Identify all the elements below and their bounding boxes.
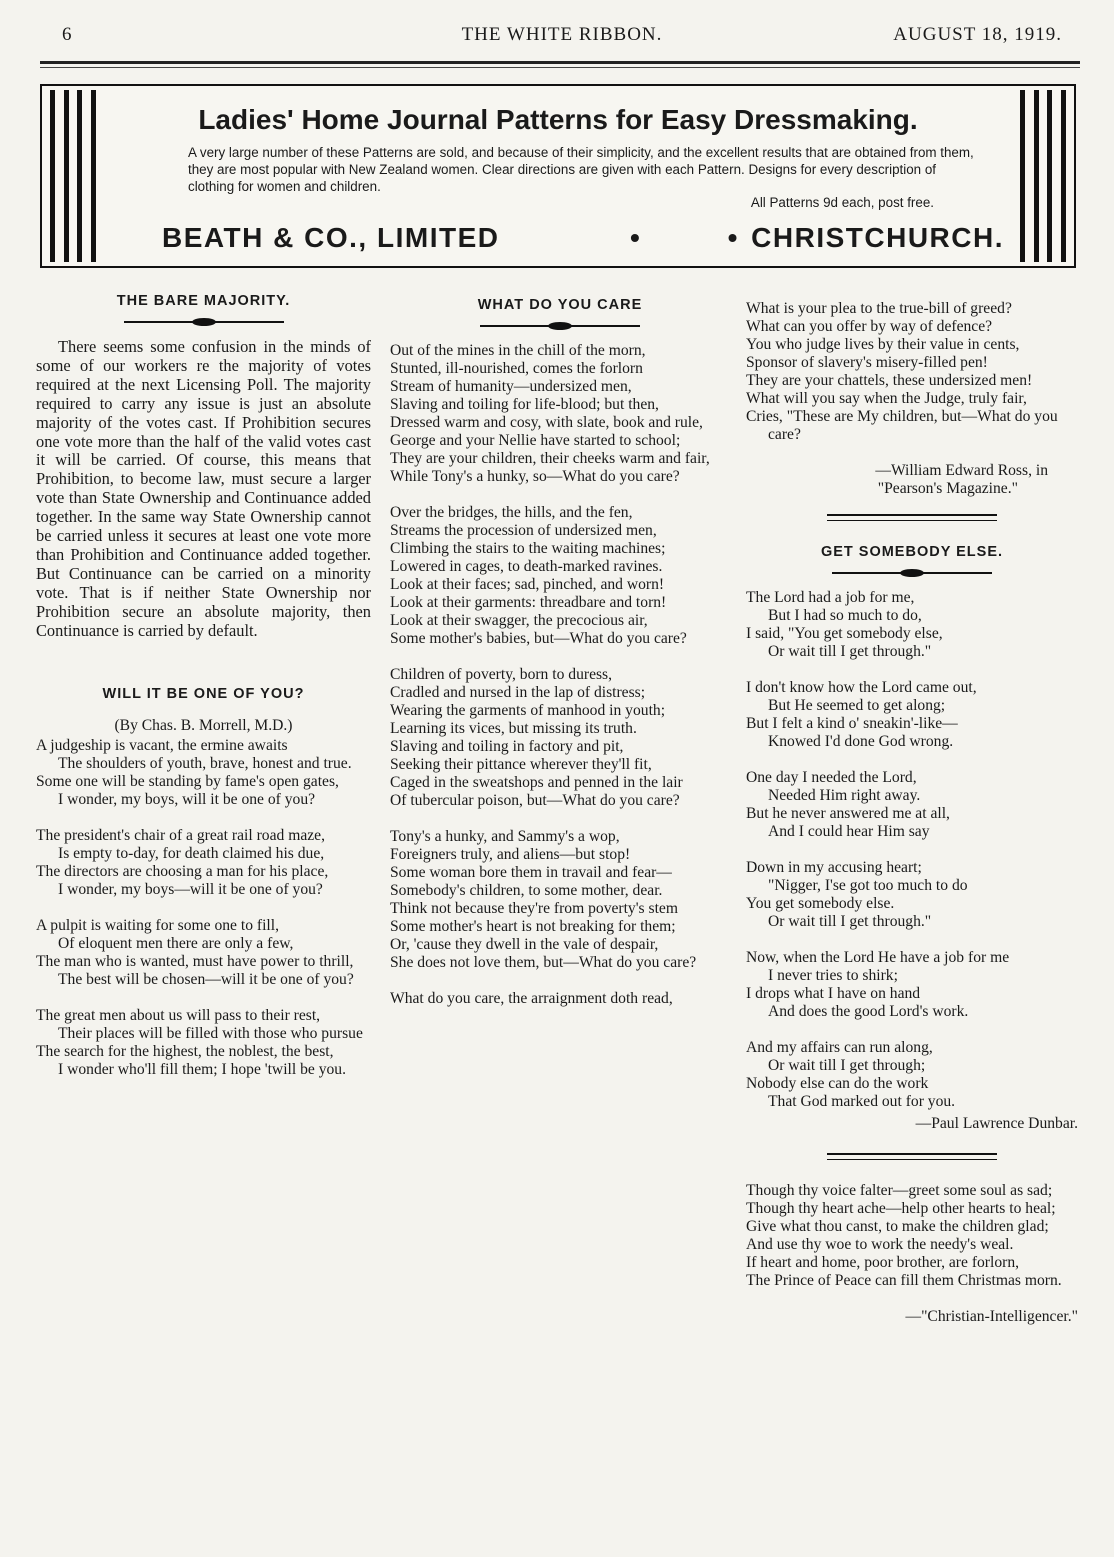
poem-line: "Nigger, I'se got too much to do xyxy=(768,877,968,894)
poem-line: The man who is wanted, must have power to thrill, xyxy=(36,952,354,970)
poem-line: But I felt a kind o' sneakin'-like— xyxy=(746,715,958,732)
poem-line: The Prince of Peace can fill them Christmas morn. xyxy=(746,1272,1062,1289)
issue-date: AUGUST 18, 1919. xyxy=(893,24,1062,45)
poem-stanza xyxy=(36,917,371,989)
poem-line: Down in my accusing heart; xyxy=(746,859,922,876)
article-heading: THE BARE MAJORITY. xyxy=(116,293,291,309)
poem-heading: WHAT DO YOU CARE xyxy=(477,297,643,313)
poem-line: Sponsor of slavery's misery-filled pen! xyxy=(746,354,988,371)
poem-line: I wonder who'll fill them; I hope 'twill be you. xyxy=(58,1060,346,1078)
header-rule-thin xyxy=(40,67,1080,68)
poem-stanza xyxy=(746,949,1078,1021)
poem-line: Cries, "These are My children, but—What do you care? xyxy=(746,408,1058,443)
poem-heading: GET SOMEBODY ELSE. xyxy=(820,544,1004,560)
poem-line: While Tony's a hunky, so—What do you care? xyxy=(390,468,680,485)
poem-stanza xyxy=(390,990,730,1008)
poem-line: George and your Nellie have started to school; xyxy=(390,432,681,449)
poem-line: Climbing the stairs to the waiting machines; xyxy=(390,540,666,557)
poem-line: Give what thou canst, to make the children glad; xyxy=(746,1218,1049,1235)
poem-line: The best will be chosen—will it be one of you? xyxy=(58,970,354,988)
ornament-rule xyxy=(480,322,640,330)
poem-line: Lowered in cages, to death-marked ravines. xyxy=(390,558,663,575)
poem-stanza xyxy=(746,1039,1078,1111)
poem-line: Stream of humanity—undersized men, xyxy=(390,378,632,395)
poem-line: Look at their faces; sad, pinched, and worn! xyxy=(390,576,665,593)
poem-line: Or, 'cause they dwell in the vale of despair, xyxy=(390,936,659,953)
poem-line: A pulpit is waiting for some one to fill, xyxy=(36,916,279,934)
poem-line: What can you offer by way of defence? xyxy=(746,318,993,335)
poem-line: If heart and home, poor brother, are forlorn, xyxy=(746,1254,1020,1271)
poem-stanza xyxy=(390,666,730,810)
poem-line: Wearing the garments of manhood in youth; xyxy=(390,702,666,719)
poem-line: Knowed I'd done God wrong. xyxy=(768,733,954,750)
poem-line: And use thy woe to work the needy's weal. xyxy=(746,1236,1014,1253)
poem-line: Caged in the sweatshops and penned in the lair xyxy=(390,774,683,791)
poem-line: Look at their garments: threadbare and torn! xyxy=(390,594,667,611)
poem-line: What will you say when the Judge, truly fair, xyxy=(746,390,1027,407)
poem-line: The directors are choosing a man for his place, xyxy=(36,862,329,880)
poem-stanza xyxy=(36,1007,371,1079)
poem-line: Or wait till I get through." xyxy=(768,913,932,930)
poem-line: What do you care, the arraignment doth read, xyxy=(390,990,673,1007)
double-rule xyxy=(827,1153,997,1160)
poem-line: And I could hear Him say xyxy=(768,823,930,840)
page-number: 6 xyxy=(62,24,72,45)
attribution: —"Christian-Intelligencer." xyxy=(905,1308,1078,1325)
poem-stanza xyxy=(36,827,371,899)
poem-line: Some mother's heart is not breaking for them; xyxy=(390,918,676,935)
advertisement-box xyxy=(40,84,1076,268)
page-header xyxy=(62,24,1062,54)
poem-line: Streams the procession of undersized men, xyxy=(390,522,657,539)
poem-christmas xyxy=(746,1182,1078,1290)
poem-line: The great men about us will pass to their rest, xyxy=(36,1006,321,1024)
poem-stanza xyxy=(746,589,1078,661)
poem-line: Dressed warm and cosy, with slate, book and rule, xyxy=(390,414,703,431)
poem-line: The search for the highest, the noblest, the best, xyxy=(36,1042,334,1060)
poem-continuation xyxy=(746,300,1078,444)
poem-line: Slaving and toiling in factory and pit, xyxy=(390,738,624,755)
poem-line: Some one will be standing by fame's open gates, xyxy=(36,772,339,790)
poem-line: Nobody else can do the work xyxy=(746,1075,929,1092)
poem-line: The shoulders of youth, brave, honest and true. xyxy=(58,754,352,772)
poem-line: But he never answered me at all, xyxy=(746,805,950,822)
poem-line: Their places will be filled with those who pursue xyxy=(58,1024,363,1042)
poem-line: Out of the mines in the chill of the morn, xyxy=(390,342,646,359)
poem-will-it-be xyxy=(36,737,371,1079)
ad-body: A very large number of these Patterns are sold, and because of their simplicity, and the excellent results that are obtained from them, they are most popular with New Zealand women. Clear directions are given with each Pattern. Designs for every description of clothing for women and children. xyxy=(188,145,974,194)
poem-line: They are your children, their cheeks warm and fair, xyxy=(390,450,710,467)
ad-title: Ladies' Home Journal Patterns for Easy Dressmaking. xyxy=(198,104,918,135)
poem-stanza xyxy=(746,679,1078,751)
poem-line: The Lord had a job for me, xyxy=(746,589,915,606)
masthead: THE WHITE RIBBON. xyxy=(461,24,663,45)
column-2 xyxy=(390,296,730,1026)
poem-line: You get somebody else. xyxy=(746,895,895,912)
poem-line: Needed Him right away. xyxy=(768,787,921,804)
attribution: —Paul Lawrence Dunbar. xyxy=(915,1115,1078,1132)
poem-line: One day I needed the Lord, xyxy=(746,769,917,786)
poem-line: Seeking their pittance wherever they'll fit, xyxy=(390,756,652,773)
poem-line: I wonder, my boys, will it be one of you? xyxy=(58,790,316,808)
poem-stanza xyxy=(746,300,1078,444)
ad-firm: BEATH & CO., LIMITED xyxy=(162,222,500,253)
poem-line: Cradled and nursed in the lap of distress; xyxy=(390,684,646,701)
ornament-rule xyxy=(124,318,284,326)
poem-line: Some mother's babies, but—What do you care? xyxy=(390,630,687,647)
poem-byline: (By Chas. B. Morrell, M.D.) xyxy=(114,716,293,734)
poem-line: Some woman bore them in travail and fear— xyxy=(390,864,672,881)
poem-line: Or wait till I get through; xyxy=(768,1057,926,1074)
right-bar-ornament xyxy=(1020,90,1066,262)
poem-line: Look at their swagger, the precocious air, xyxy=(390,612,648,629)
left-bar-ornament xyxy=(50,90,96,262)
poem-line: That God marked out for you. xyxy=(768,1093,956,1110)
column-3 xyxy=(746,300,1078,1326)
poem-line: Though thy voice falter—greet some soul as sad; xyxy=(746,1182,1053,1199)
poem-line: I never tries to shirk; xyxy=(768,967,898,984)
poem-line: Over the bridges, the hills, and the fen, xyxy=(390,504,633,521)
poem-line: Though thy heart ache—help other hearts to heal; xyxy=(746,1200,1056,1217)
poem-line: I don't know how the Lord came out, xyxy=(746,679,977,696)
poem-line: Of tubercular poison, but—What do you care? xyxy=(390,792,680,809)
double-rule xyxy=(827,514,997,521)
poem-stanza xyxy=(390,828,730,972)
poem-line: The president's chair of a great rail road maze, xyxy=(36,826,325,844)
poem-line: What is your plea to the true-bill of greed? xyxy=(746,300,1012,317)
poem-line: Of eloquent men there are only a few, xyxy=(58,934,294,952)
poem-line: But I had so much to do, xyxy=(768,607,922,624)
poem-line: Slaving and toiling for life-blood; but then, xyxy=(390,396,659,413)
poem-stanza xyxy=(390,504,730,648)
poem-stanza xyxy=(746,1182,1078,1290)
poem-line: They are your chattels, these undersized men! xyxy=(746,372,1033,389)
attribution: "Pearson's Magazine." xyxy=(877,480,1018,497)
poem-line: But He seemed to get along; xyxy=(768,697,946,714)
poem-line: Learning its vices, but missing its truth. xyxy=(390,720,637,737)
ad-price-note: All Patterns 9d each, post free. xyxy=(750,195,934,210)
poem-line: I wonder, my boys—will it be one of you? xyxy=(58,880,323,898)
poem-line: Foreigners truly, and aliens—but stop! xyxy=(390,846,631,863)
poem-heading: WILL IT BE ONE OF YOU? xyxy=(102,685,305,702)
poem-line: I drops what I have on hand xyxy=(746,985,921,1002)
poem-line: And does the good Lord's work. xyxy=(768,1003,969,1020)
attribution: —William Edward Ross, in xyxy=(875,462,1048,479)
poem-stanza xyxy=(746,769,1078,841)
poem-line: Is empty to-day, for death claimed his due, xyxy=(58,844,325,862)
poem-line: She does not love them, but—What do you care? xyxy=(390,954,697,971)
poem-stanza xyxy=(746,859,1078,931)
poem-line: Stunted, ill-nourished, comes the forlorn xyxy=(390,360,643,377)
poem-line: Now, when the Lord He have a job for me xyxy=(746,949,1010,966)
column-1 xyxy=(36,292,371,1097)
ornament-rule xyxy=(832,569,992,577)
poem-stanza xyxy=(390,342,730,486)
poem-line: You who judge lives by their value in cents, xyxy=(746,336,1020,353)
poem-get-somebody-else xyxy=(746,589,1078,1111)
poem-stanza xyxy=(36,737,371,809)
header-rule xyxy=(40,61,1080,64)
ad-city: CHRISTCHURCH. xyxy=(751,222,1004,253)
poem-line: Children of poverty, born to duress, xyxy=(390,666,613,683)
poem-line: A judgeship is vacant, the ermine awaits xyxy=(36,736,288,754)
poem-line: Think not because they're from poverty's stem xyxy=(390,900,678,917)
poem-what-do-you-care xyxy=(390,342,730,1008)
poem-line: Tony's a hunky, and Sammy's a wop, xyxy=(390,828,620,845)
poem-line: And my affairs can run along, xyxy=(746,1039,933,1056)
poem-line: I said, "You get somebody else, xyxy=(746,625,943,642)
poem-line: Somebody's children, to some mother, dear. xyxy=(390,882,663,899)
poem-line: Or wait till I get through." xyxy=(768,643,932,660)
ad-dots: • • xyxy=(630,222,778,253)
article-body: There seems some confusion in the minds of some of our workers re the majority of votes required at the next Licensing Poll. The majority required to carry any issue is just an absolute majority of the votes cast. If Prohibition secures one vote more than the half of the valid votes cast it will be carried. Of course, this means that Prohibition, to become law, must secure a larger vote than State Ownership and Continuance added together. In the same way State Ownership cannot be carried unless it secures at least one vote more than Prohibition and Continuance added together. But Continuance can be carried on a minority vote. That is if neither State Ownership nor Prohibition secure an absolute majority, then Continuance is carried by default. xyxy=(36,337,371,640)
